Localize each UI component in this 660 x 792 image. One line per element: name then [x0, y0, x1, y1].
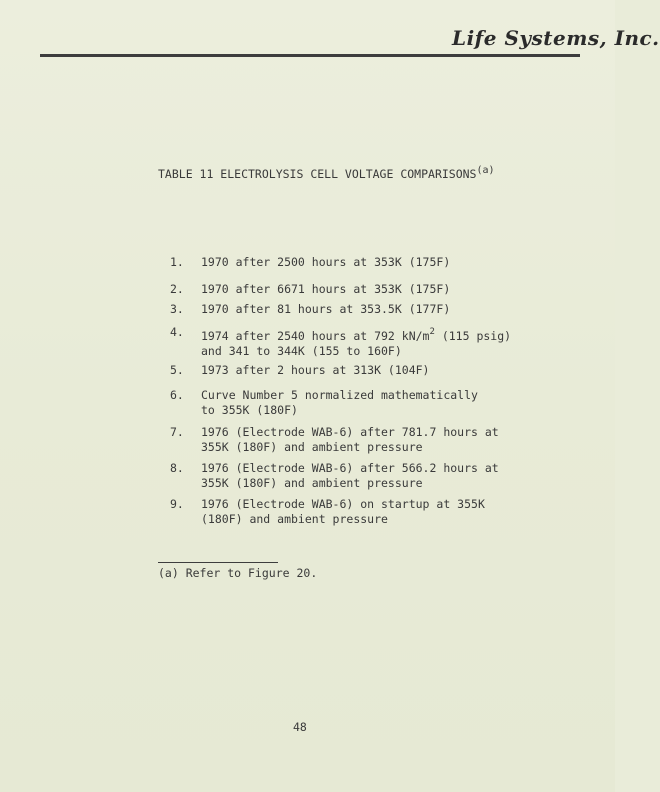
list-item-text: 1974 after 2540 hours at 792 $kN/m^2$ (115 psig) and 341 to 344K (155 to 160F): [201, 327, 512, 358]
list-item-number: 2.: [170, 282, 184, 296]
table-title-text: TABLE 11 ELECTROLYSIS CELL VOLTAGE COMPARISONS: [158, 167, 477, 181]
list-item-number: 8.: [170, 461, 184, 475]
header-rule: [40, 54, 580, 57]
table-title-footnote-marker: (a): [476, 165, 495, 176]
company-logo: Life Systems, Inc.: [452, 26, 660, 50]
list-item-number: 5.: [170, 363, 184, 377]
footnote: (a) Refer to Figure 20.: [158, 566, 318, 580]
list-item-number: 3.: [170, 302, 184, 316]
list-item-number: 1.: [170, 255, 184, 269]
list-item-number: 9.: [170, 497, 184, 511]
list-item-text: 1970 after 6671 hours at 353K (175F): [201, 282, 451, 296]
list-item-text: 1970 after 81 hours at 353.5K (177F): [201, 302, 451, 316]
footnote-rule: [158, 562, 278, 563]
list-item-number: 7.: [170, 425, 184, 439]
list-item-number: 4.: [170, 325, 184, 339]
list-item-text: Curve Number 5 normalized mathematically to 355K (180F): [201, 388, 478, 417]
list-item-text: 1976 (Electrode WAB-6) after 566.2 hours at 355K (180F) and ambient pressure: [201, 461, 499, 490]
list-item-text: 1973 after 2 hours at 313K (104F): [201, 363, 430, 377]
table-title: [158, 165, 495, 181]
list-item-number: 6.: [170, 388, 184, 402]
list-item-text: 1976 (Electrode WAB-6) on startup at 355K (180F) and ambient pressure: [201, 497, 485, 526]
list-item-text: 1970 after 2500 hours at 353K (175F): [201, 255, 451, 269]
page-number: 48: [293, 720, 307, 734]
list-item-text: 1976 (Electrode WAB-6) after 781.7 hours at 355K (180F) and ambient pressure: [201, 425, 499, 454]
